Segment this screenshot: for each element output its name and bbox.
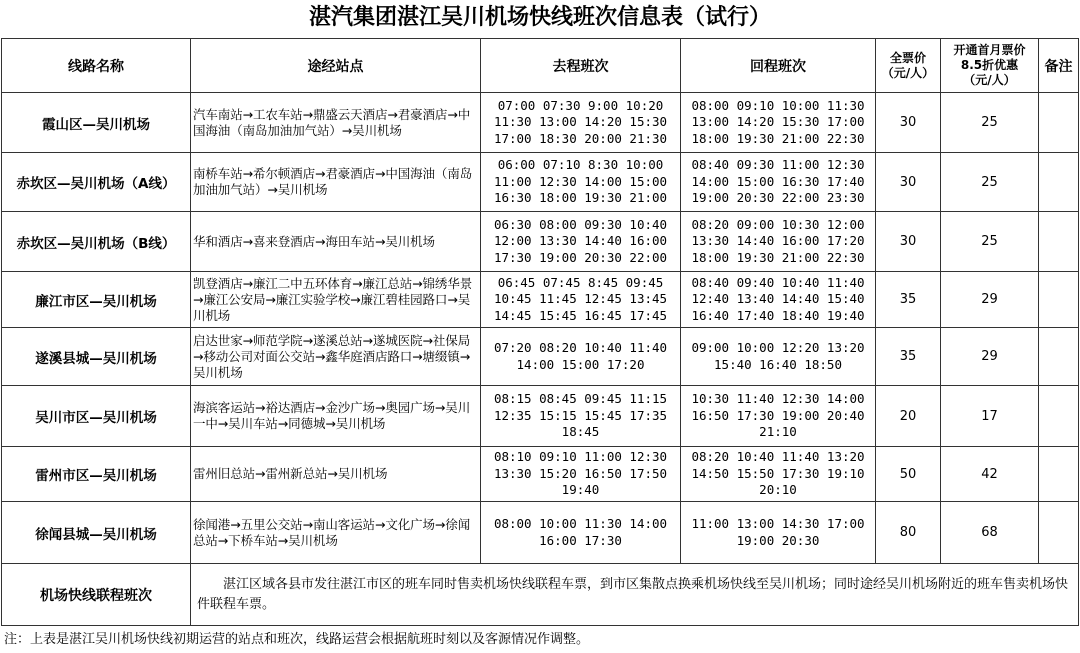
route-stops: 汽车南站→工农车站→鼎盛云天酒店→君豪酒店→中国海油（南岛加油加气站）→吴川机场	[191, 93, 481, 153]
return-time-line: 11:00 13:00 14:30 17:00	[691, 516, 865, 531]
outbound-time-line: 06:00 07:10 8:30 10:00	[497, 157, 664, 173]
return-time-line: 15:40 16:40 18:50	[714, 356, 842, 372]
return-time-line: 08:20 09:00 10:30 12:00	[691, 216, 865, 232]
route-stops: 启达世家→师范学院→遂溪总站→遂城医院→社保局→移动公司对面公交站→鑫华庭酒店路口→塘缀镇→吴川机场	[191, 328, 481, 386]
route-stops: 徐闻港→五里公交站→南山客运站→文化广场→徐闻总站→下桥车站→吴川机场	[191, 502, 481, 564]
outbound-time-line: 14:45 15:45 16:45 17:45	[493, 307, 668, 323]
return-time-line: 08:00 09:10 10:00 11:30	[691, 97, 865, 113]
outbound-time-line: 16:30 18:00 19:30 21:00	[493, 190, 668, 206]
return-time-line: 08:40 09:30 11:00 12:30	[691, 157, 865, 173]
outbound-time-line: 14:00 15:00 17:20	[516, 356, 645, 372]
return-time-line: 12:40 13:40 14:40 15:40	[691, 291, 865, 307]
remarks-cell	[1039, 447, 1079, 502]
remarks-cell	[1039, 386, 1079, 447]
outbound-time-line: 17:00 18:30 20:00 21:30	[493, 130, 668, 146]
outbound-times	[481, 447, 681, 502]
discount-fare: 29	[941, 328, 1039, 386]
return-times	[681, 447, 876, 502]
discount-fare: 42	[941, 447, 1039, 502]
route-row	[2, 502, 1079, 564]
outbound-time-line: 08:15 08:45 09:45 11:15	[493, 391, 668, 407]
return-time-line: 19:00 20:30 22:00 23:30	[691, 190, 865, 206]
outbound-time-line: 16:00 17:30	[539, 532, 622, 548]
route-stops: 南桥车站→希尔顿酒店→君豪酒店→中国海油（南岛加油加气站）→吴川机场	[191, 153, 481, 212]
route-name: 霞山区—吴川机场	[2, 93, 191, 153]
route-name: 徐闻县城—吴川机场	[2, 502, 191, 564]
return-time-line: 08:40 09:40 10:40 11:40	[691, 274, 865, 290]
outbound-time-line: 08:00 10:00 11:30 14:00	[493, 516, 668, 531]
outbound-times	[481, 502, 681, 564]
return-time-line: 13:00 14:20 15:30 17:00	[691, 114, 865, 130]
joint-label: 机场快线联程班次	[2, 564, 191, 626]
full-fare: 30	[876, 93, 941, 153]
return-time-line: 14:00 15:00 16:30 17:40	[691, 173, 865, 189]
full-fare: 80	[876, 502, 941, 564]
route-row	[2, 93, 1079, 153]
header-discount	[941, 39, 1039, 93]
full-fare: 50	[876, 447, 941, 502]
footnote: 注：上表是湛江吴川机场快线初期运营的站点和班次，线路运营会根据航班时刻以及客源情况作调整。	[4, 632, 590, 647]
return-time-line: 10:30 11:40 12:30 14:00	[691, 391, 865, 407]
outbound-time-line: 11:30 13:00 14:20 15:30	[493, 114, 668, 130]
return-times	[681, 502, 876, 564]
outbound-time-line: 10:45 11:45 12:45 13:45	[493, 291, 668, 307]
discount-fare: 25	[941, 212, 1039, 272]
route-stops: 华和酒店→喜来登酒店→海田车站→吴川机场	[191, 212, 481, 272]
return-time-line: 19:00 20:30	[736, 532, 820, 548]
return-times	[681, 386, 876, 447]
discount-fare: 17	[941, 386, 1039, 447]
return-time-line: 13:30 14:40 16:00 17:20	[691, 233, 865, 249]
outbound-time-line: 17:30 19:00 20:30 22:00	[493, 249, 668, 265]
header-full-fare	[876, 39, 941, 93]
return-time-line: 16:50 17:30 19:00 20:40	[691, 407, 865, 423]
outbound-time-line: 13:30 15:20 16:50 17:50	[493, 465, 668, 481]
header-discount-line3: （元/人）	[963, 73, 1016, 87]
outbound-time-line: 06:45 07:45 8:45 09:45	[497, 274, 664, 290]
header-full-fare-line1: 全票价	[889, 50, 926, 65]
outbound-time-line: 06:30 08:00 09:30 10:40	[493, 216, 668, 232]
remarks-cell	[1039, 153, 1079, 212]
joint-text: 湛江区域各县市发往湛江市区的班车同时售卖机场快线联程车票，到市区集散点换乘机场快线至吴川机场；同时途经吴川机场附近的班车售卖机场快件联程车票。	[191, 564, 1079, 626]
return-time-line: 16:40 17:40 18:40 19:40	[691, 307, 865, 323]
outbound-time-line: 12:00 13:30 14:40 16:00	[493, 233, 668, 249]
return-time-line: 18:00 19:30 21:00 22:30	[691, 130, 865, 146]
route-name: 遂溪县城—吴川机场	[2, 328, 191, 386]
header-full-fare-line2: （元/人）	[881, 65, 935, 80]
full-fare: 30	[876, 212, 941, 272]
route-name: 赤坎区—吴川机场（B线）	[2, 212, 191, 272]
outbound-time-line: 07:00 07:30 9:00 10:20	[497, 97, 664, 113]
full-fare: 35	[876, 272, 941, 328]
full-fare: 35	[876, 328, 941, 386]
outbound-time-line: 07:20 08:20 10:40 11:40	[493, 340, 668, 355]
return-time-line: 18:00 19:30 21:00 22:30	[691, 249, 865, 265]
remarks-cell	[1039, 328, 1079, 386]
outbound-time-line: 19:40	[561, 482, 600, 498]
route-stops: 海滨客运站→裕达酒店→金沙广场→奥园广场→吴川一中→吴川车站→同德城→吴川机场	[191, 386, 481, 447]
outbound-times	[481, 153, 681, 212]
schedule-table	[1, 38, 1079, 626]
route-row	[2, 328, 1079, 386]
route-name: 赤坎区—吴川机场（A线）	[2, 153, 191, 212]
return-time-line: 08:20 10:40 11:40 13:20	[691, 449, 865, 465]
route-row	[2, 447, 1079, 502]
return-time-line: 20:10	[759, 482, 797, 498]
outbound-times	[481, 386, 681, 447]
discount-fare: 68	[941, 502, 1039, 564]
header-outbound: 去程班次	[481, 39, 681, 93]
return-times	[681, 153, 876, 212]
header-remarks: 备注	[1039, 39, 1079, 93]
remarks-cell	[1039, 502, 1079, 564]
return-times	[681, 212, 876, 272]
header-return: 回程班次	[681, 39, 876, 93]
return-times	[681, 93, 876, 153]
page-title: 湛汽集团湛江吴川机场快线班次信息表（试行）	[308, 5, 771, 30]
return-time-line: 14:50 15:50 17:30 19:10	[691, 465, 865, 481]
discount-fare: 25	[941, 93, 1039, 153]
return-time-line: 09:00 10:00 12:20 13:20	[691, 340, 865, 355]
header-route: 线路名称	[2, 39, 191, 93]
return-times	[681, 272, 876, 328]
outbound-time-line: 18:45	[561, 424, 600, 440]
outbound-times	[481, 212, 681, 272]
route-row	[2, 153, 1079, 212]
full-fare: 30	[876, 153, 941, 212]
outbound-times	[481, 328, 681, 386]
route-name: 廉江市区—吴川机场	[2, 272, 191, 328]
header-discount-line1: 开通首月票价	[953, 43, 1026, 57]
full-fare: 20	[876, 386, 941, 447]
route-row	[2, 212, 1079, 272]
remarks-cell	[1039, 93, 1079, 153]
return-times	[681, 328, 876, 386]
route-row	[2, 386, 1079, 447]
outbound-time-line: 08:10 09:10 11:00 12:30	[493, 449, 668, 465]
header-stops: 途经站点	[191, 39, 481, 93]
remarks-cell	[1039, 272, 1079, 328]
outbound-time-line: 12:35 15:15 15:45 17:35	[493, 407, 668, 423]
discount-fare: 29	[941, 272, 1039, 328]
discount-fare: 25	[941, 153, 1039, 212]
joint-row	[2, 564, 1079, 626]
header-row	[2, 39, 1079, 93]
return-time-line: 21:10	[759, 424, 797, 440]
outbound-times	[481, 272, 681, 328]
remarks-cell	[1039, 212, 1079, 272]
route-stops: 凯登酒店→廉江二中五环体育→廉江总站→锦绣华景→廉江公安局→廉江实验学校→廉江碧桂园路口→吴川机场	[191, 272, 481, 328]
outbound-time-line: 11:00 12:30 14:00 15:00	[493, 173, 668, 189]
header-discount-line2: 8.5折优惠	[960, 58, 1019, 72]
route-name: 雷州市区—吴川机场	[2, 447, 191, 502]
route-stops: 雷州旧总站→雷州新总站→吴川机场	[191, 447, 481, 502]
route-row	[2, 272, 1079, 328]
route-name: 吴川市区—吴川机场	[2, 386, 191, 447]
outbound-times	[481, 93, 681, 153]
